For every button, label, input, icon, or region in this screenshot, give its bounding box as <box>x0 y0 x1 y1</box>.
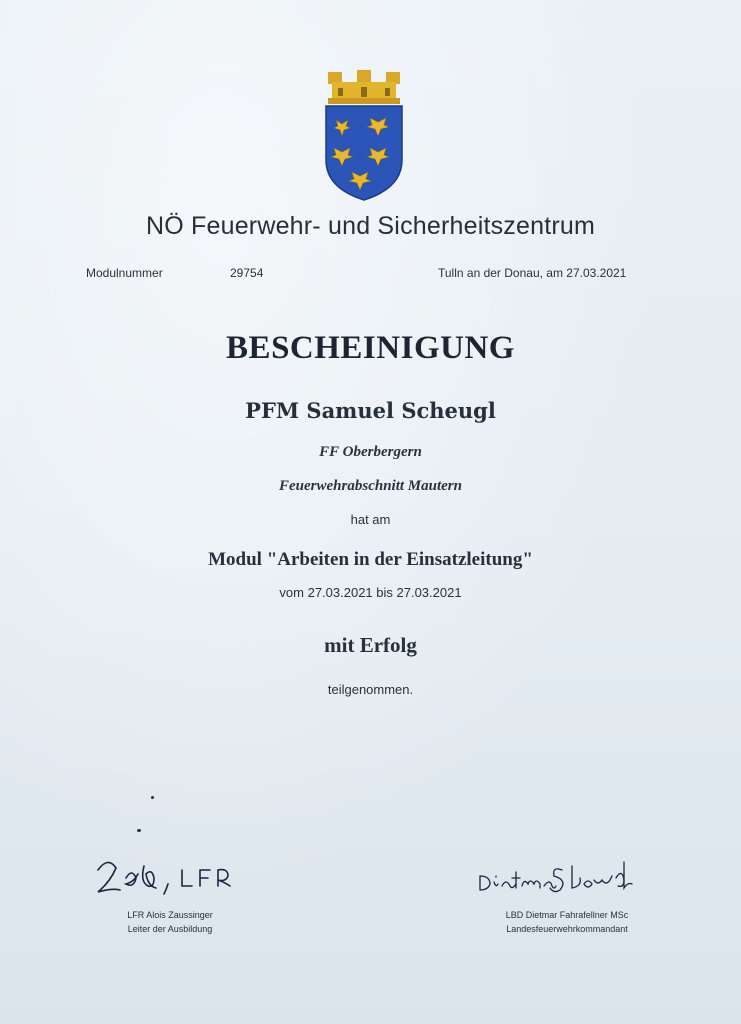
signature-left-block <box>100 908 240 936</box>
signature-right-handwriting <box>474 852 634 900</box>
signature-right-name: LBD Dietmar Fahrafellner MSc <box>505 910 629 920</box>
place-and-date: Tulln an der Donau, am 27.03.2021 <box>438 266 627 280</box>
signature-left-role: Leiter der Ausbildung <box>127 924 213 934</box>
signature-left-handwriting <box>88 848 248 904</box>
certificate-title: BESCHEINIGUNG <box>226 330 515 366</box>
ink-speck <box>137 829 141 832</box>
fire-brigade: FF Oberbergern <box>319 444 422 460</box>
module-number-label: Modulnummer <box>86 266 163 280</box>
signature-left-name: LFR Alois Zaussinger <box>127 910 213 920</box>
result-text: mit Erfolg <box>324 633 417 657</box>
lower-austria-coat-of-arms-icon <box>322 68 406 202</box>
institution-title: NÖ Feuerwehr- und Sicherheitszentrum <box>145 212 596 240</box>
module-name: Modul "Arbeiten in der Einsatzleitung" <box>208 549 533 570</box>
ink-speck <box>151 796 154 799</box>
participated-text: teilgenommen. <box>327 682 414 697</box>
course-period: vom 27.03.2021 bis 27.03.2021 <box>279 585 462 600</box>
signature-right-role: Landesfeuerwehrkommandant <box>506 924 628 934</box>
has-on-text: hat am <box>350 512 391 527</box>
module-number: 29754 <box>230 266 264 280</box>
district: Feuerwehrabschnitt Mautern <box>279 478 462 494</box>
signature-right-block <box>482 908 652 936</box>
recipient-name: PFM Samuel Scheugl <box>245 398 496 423</box>
